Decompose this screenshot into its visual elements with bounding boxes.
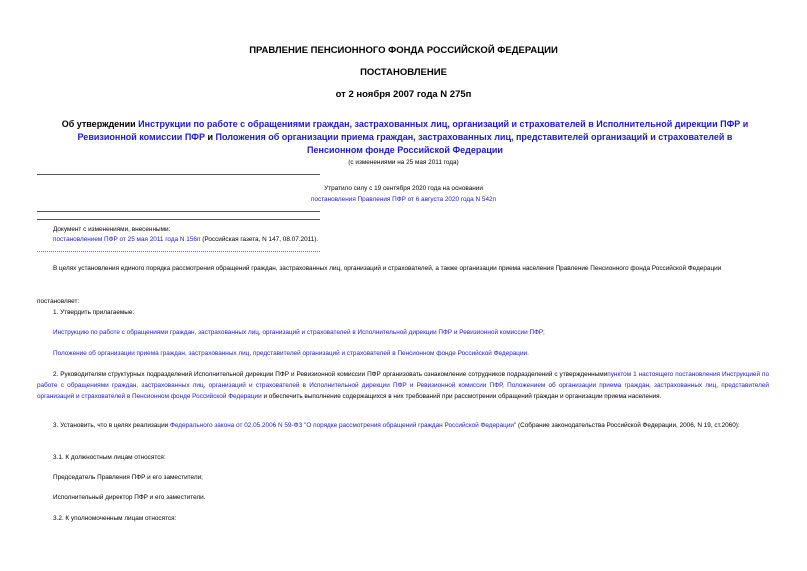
amended-link[interactable]: постановлением ПФР от 25 мая 2011 года N 156п bbox=[53, 236, 201, 243]
item-2-text-c: и обеспечить выполнение содержащихся в них требований при рассмотрении обращений граждан и организации приема населения. bbox=[261, 393, 662, 400]
document-date-heading: от 2 ноября 2007 года N 275п bbox=[335, 89, 472, 100]
item-3-2-text: 3.2. К уполномоченным лицам относятся: bbox=[53, 515, 177, 522]
title-prefix: Об утверждении bbox=[61, 119, 139, 129]
title-link-regulation[interactable]: Положения об организации приема граждан, застрахованных лиц, представителей организаций и страхователей в Пенсионном фонде Российской Федерации bbox=[215, 132, 733, 155]
item-2-text-a: 2. Руководителям структурных подразделений Исполнительной дирекции ПФР и Ревизионной комиссии ПФР организовать ознакомление сотрудников подразделений с утвержденными bbox=[53, 371, 608, 378]
resolves-text: постановляет: bbox=[37, 298, 80, 305]
title-middle: и bbox=[204, 132, 216, 142]
divider bbox=[37, 211, 320, 212]
item-1-link-regulation[interactable]: Положение об организации приема граждан, застрахованных лиц, представителей организаций и страхователей в Пенсионном фонде Российской Федерации. bbox=[53, 350, 529, 357]
divider bbox=[37, 219, 320, 220]
item-1-link-instruction[interactable]: Инструкцию по работе с обращениями граждан, застрахованных лиц, организаций и страхователей в Исполнительной дирекции ПФР и Ревизионной комиссии ПФР; bbox=[53, 329, 545, 336]
item-2-text-b: , bbox=[502, 382, 508, 389]
item-3-1-b-text: Исполнительный директор ПФР и его заместители. bbox=[53, 494, 206, 501]
amended-source: (Российская газета, N 147, 08.07.2011). bbox=[200, 236, 319, 243]
intro-paragraph: В целях установления единого порядка рассмотрения обращений граждан, застрахованных лиц, организаций и страхователей, а также организации приема населения Правление Пенсионного фонда Российской Федерации bbox=[53, 265, 722, 272]
item-3-paragraph bbox=[37, 420, 769, 431]
title-link-instruction[interactable]: Инструкции по работе с обращениями граждан, застрахованных лиц, организаций и страхователей в Исполнительной дирекции ПФР и Ревизионной комиссии ПФР bbox=[77, 119, 749, 142]
organization-heading: ПРАВЛЕНИЕ ПЕНСИОННОГО ФОНДА РОССИЙСКОЙ ФЕДЕРАЦИИ bbox=[249, 45, 558, 56]
item-3-text-b: (Собрание законодательства Российской Федерации, 2006, N 19, ст.2060): bbox=[516, 422, 740, 429]
expired-link[interactable]: постановления Правления ПФР от 6 августа 2020 года N 542п bbox=[310, 196, 497, 203]
item-3-1-a-text: Председатель Правления ПФР и его заместители; bbox=[53, 474, 203, 481]
amended-line bbox=[53, 236, 318, 243]
item-2-link-regulation[interactable]: Положением об организации приема граждан, застрахованных лиц, представителей организаций и страхователей в Пенсионном фонде Российской Федерации bbox=[37, 382, 769, 400]
expired-note: Утратило силу с 19 сентября 2020 года на основании bbox=[324, 185, 483, 192]
document-type-heading: ПОСТАНОВЛЕНИЕ bbox=[360, 67, 447, 78]
item-2-link-instruction[interactable]: пунктом 1 настоящего постановления Инструкцией по работе с обращениями граждан, застрахованных лиц, организаций и страхователей в Исполнительной дирекции ПФР и Ревизионной комиссии ПФР bbox=[37, 371, 769, 389]
changes-note: (с изменениями на 25 мая 2011 года) bbox=[348, 159, 459, 166]
item-3-link-law[interactable]: Федерального закона от 02.05.2006 N 59-ФЗ "О порядке рассмотрения обращений граждан Российской Федерации" bbox=[170, 422, 517, 429]
document-title bbox=[50, 118, 760, 157]
item-3-text-a: 3. Установить, что в целях реализации bbox=[53, 422, 170, 429]
item-1-text: 1. Утвердить прилагаемые: bbox=[53, 309, 135, 316]
item-3-1-text: 3.1. К должностным лицам относятся: bbox=[53, 454, 166, 461]
item-2-paragraph bbox=[37, 369, 769, 402]
dotted-divider bbox=[37, 251, 320, 252]
divider bbox=[37, 174, 320, 175]
amended-label: Документ с изменениями, внесенными: bbox=[53, 226, 171, 233]
